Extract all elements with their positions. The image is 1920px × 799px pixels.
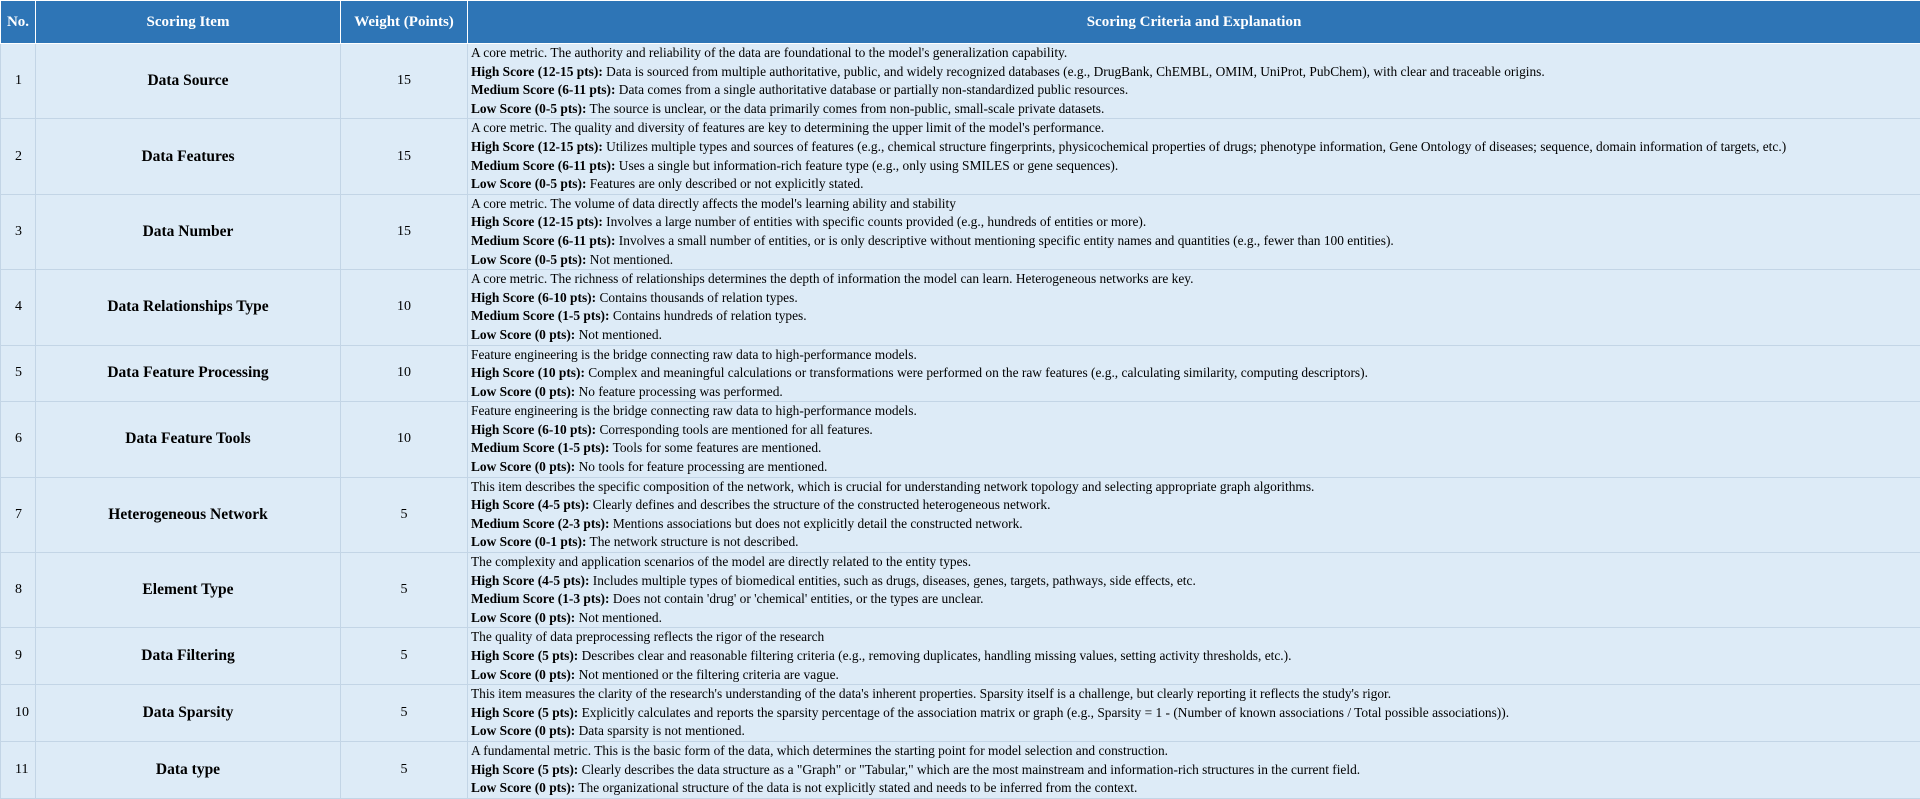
scoring-item: Data Filtering — [36, 628, 341, 685]
row-number: 6 — [1, 402, 36, 477]
score-label: Low Score (0 pts): — [471, 384, 575, 399]
criteria-text: The network structure is not described. — [586, 534, 798, 549]
criteria-line — [471, 383, 1920, 402]
criteria-line — [471, 270, 1920, 289]
score-label: Low Score (0-5 pts): — [471, 101, 586, 116]
criteria-text: Not mentioned or the filtering criteria are vague. — [575, 667, 839, 682]
criteria-text: Clearly describes the data structure as a "Graph" or "Tabular," which are the most mainstream and information-rich structures in the current field. — [578, 762, 1360, 777]
criteria-line — [471, 364, 1920, 383]
criteria-line — [471, 63, 1920, 82]
score-label: Low Score (0 pts): — [471, 723, 575, 738]
criteria-text: Uses a single but information-rich feature type (e.g., only using SMILES or gene sequences). — [615, 158, 1118, 173]
weight-points: 10 — [341, 345, 468, 402]
table-row — [1, 685, 1920, 742]
header-weight: Weight (Points) — [341, 1, 468, 44]
criteria-text: A core metric. The quality and diversity of features are key to determining the upper limit of the model's performance. — [471, 120, 1104, 135]
score-label: High Score (4-5 pts): — [471, 497, 589, 512]
weight-points: 10 — [341, 270, 468, 345]
criteria-line — [471, 119, 1920, 138]
score-label: High Score (12-15 pts): — [471, 64, 603, 79]
criteria-line — [471, 572, 1920, 591]
table-row — [1, 553, 1920, 628]
scoring-criteria — [468, 44, 1920, 119]
criteria-line — [471, 289, 1920, 308]
criteria-line — [471, 647, 1920, 666]
row-number: 11 — [1, 741, 36, 798]
criteria-line — [471, 175, 1920, 194]
score-label: High Score (12-15 pts): — [471, 214, 603, 229]
row-number: 4 — [1, 270, 36, 345]
criteria-line — [471, 704, 1920, 723]
score-label: High Score (4-5 pts): — [471, 573, 589, 588]
row-number: 5 — [1, 345, 36, 402]
weight-points: 5 — [341, 477, 468, 552]
score-label: High Score (10 pts): — [471, 365, 585, 380]
scoring-criteria — [468, 553, 1920, 628]
criteria-text: Not mentioned. — [575, 327, 662, 342]
table-row — [1, 741, 1920, 798]
criteria-text: Not mentioned. — [586, 252, 673, 267]
scoring-criteria — [468, 194, 1920, 269]
score-label: High Score (5 pts): — [471, 762, 578, 777]
score-label: Medium Score (1-5 pts): — [471, 308, 609, 323]
criteria-line — [471, 157, 1920, 176]
criteria-line — [471, 439, 1920, 458]
header-no: No. — [1, 1, 36, 44]
criteria-line — [471, 533, 1920, 552]
criteria-text: Includes multiple types of biomedical entities, such as drugs, diseases, genes, targets, pathways, side effects, etc. — [589, 573, 1195, 588]
scoring-criteria — [468, 402, 1920, 477]
criteria-text: Feature engineering is the bridge connecting raw data to high-performance models. — [471, 403, 917, 418]
score-label: Medium Score (1-3 pts): — [471, 591, 609, 606]
criteria-text: The source is unclear, or the data primarily comes from non-public, small-scale private datasets. — [586, 101, 1104, 116]
table-row — [1, 194, 1920, 269]
weight-points: 5 — [341, 685, 468, 742]
criteria-text: This item measures the clarity of the research's understanding of the data's inherent properties. Sparsity itself is a challenge, but clearly reporting it reflects the study's rigor. — [471, 686, 1391, 701]
criteria-line — [471, 496, 1920, 515]
criteria-text: A core metric. The richness of relationships determines the depth of information the model can learn. Heterogeneous networks are key. — [471, 271, 1193, 286]
criteria-line — [471, 742, 1920, 761]
scoring-item: Data Feature Processing — [36, 345, 341, 402]
weight-points: 5 — [341, 553, 468, 628]
scoring-item: Heterogeneous Network — [36, 477, 341, 552]
scoring-item: Data Relationships Type — [36, 270, 341, 345]
criteria-text: A fundamental metric. This is the basic form of the data, which determines the starting point for model selection and construction. — [471, 743, 1168, 758]
weight-points: 15 — [341, 194, 468, 269]
score-label: High Score (5 pts): — [471, 705, 578, 720]
score-label: High Score (5 pts): — [471, 648, 578, 663]
criteria-text: Contains hundreds of relation types. — [609, 308, 806, 323]
table-row — [1, 270, 1920, 345]
criteria-text: Contains thousands of relation types. — [596, 290, 798, 305]
criteria-line — [471, 346, 1920, 365]
row-number: 7 — [1, 477, 36, 552]
row-number: 10 — [1, 685, 36, 742]
score-label: Medium Score (1-5 pts): — [471, 440, 609, 455]
criteria-line — [471, 195, 1920, 214]
scoring-criteria — [468, 119, 1920, 194]
criteria-text: A core metric. The authority and reliability of the data are foundational to the model's generalization capability. — [471, 45, 1067, 60]
criteria-text: Describes clear and reasonable filtering criteria (e.g., removing duplicates, handling missing values, setting activity thresholds, etc.). — [578, 648, 1291, 663]
table-row — [1, 44, 1920, 119]
row-number: 3 — [1, 194, 36, 269]
criteria-text: No tools for feature processing are mentioned. — [575, 459, 827, 474]
criteria-text: Does not contain 'drug' or 'chemical' entities, or the types are unclear. — [609, 591, 983, 606]
criteria-text: Feature engineering is the bridge connecting raw data to high-performance models. — [471, 347, 917, 362]
criteria-text: The quality of data preprocessing reflects the rigor of the research — [471, 629, 824, 644]
score-label: Medium Score (6-11 pts): — [471, 158, 615, 173]
criteria-line — [471, 81, 1920, 100]
score-label: Low Score (0 pts): — [471, 610, 575, 625]
criteria-line — [471, 307, 1920, 326]
criteria-line — [471, 213, 1920, 232]
criteria-line — [471, 666, 1920, 685]
header-scoring-item: Scoring Item — [36, 1, 341, 44]
row-number: 9 — [1, 628, 36, 685]
scoring-item: Data Source — [36, 44, 341, 119]
score-label: Low Score (0 pts): — [471, 459, 575, 474]
score-label: Medium Score (2-3 pts): — [471, 516, 609, 531]
scoring-criteria — [468, 685, 1920, 742]
criteria-text: Corresponding tools are mentioned for all features. — [596, 422, 873, 437]
score-label: High Score (12-15 pts): — [471, 139, 603, 154]
score-label: Low Score (0-5 pts): — [471, 252, 586, 267]
criteria-text: Involves a small number of entities, or is only descriptive without mentioning specific entity names and quantities (e.g., fewer than 100 entities). — [615, 233, 1393, 248]
criteria-line — [471, 609, 1920, 628]
weight-points: 5 — [341, 741, 468, 798]
score-label: Low Score (0 pts): — [471, 780, 575, 795]
criteria-text: This item describes the specific composition of the network, which is crucial for understanding network topology and selecting appropriate graph algorithms. — [471, 479, 1314, 494]
score-label: Low Score (0-5 pts): — [471, 176, 586, 191]
scoring-item: Data Sparsity — [36, 685, 341, 742]
criteria-line — [471, 553, 1920, 572]
header-criteria: Scoring Criteria and Explanation — [468, 1, 1920, 44]
weight-points: 5 — [341, 628, 468, 685]
weight-points: 15 — [341, 119, 468, 194]
criteria-text: Not mentioned. — [575, 610, 662, 625]
criteria-line — [471, 761, 1920, 780]
score-label: High Score (6-10 pts): — [471, 422, 596, 437]
scoring-criteria — [468, 270, 1920, 345]
table-row — [1, 628, 1920, 685]
scoring-item: Element Type — [36, 553, 341, 628]
weight-points: 10 — [341, 402, 468, 477]
row-number: 8 — [1, 553, 36, 628]
scoring-item: Data type — [36, 741, 341, 798]
score-label: Low Score (0-1 pts): — [471, 534, 586, 549]
criteria-text: Complex and meaningful calculations or transformations were performed on the raw features (e.g., calculating similarity, computing descriptors). — [585, 365, 1368, 380]
criteria-text: The complexity and application scenarios of the model are directly related to the entity types. — [471, 554, 971, 569]
criteria-text: The organizational structure of the data is not explicitly stated and needs to be inferred from the context. — [575, 780, 1137, 795]
criteria-line — [471, 685, 1920, 704]
criteria-line — [471, 421, 1920, 440]
scoring-criteria — [468, 345, 1920, 402]
scoring-item: Data Feature Tools — [36, 402, 341, 477]
header-row — [1, 1, 1920, 44]
criteria-text: Tools for some features are mentioned. — [609, 440, 821, 455]
criteria-text: Data is sourced from multiple authoritative, public, and widely recognized databases (e.g., DrugBank, ChEMBL, OMIM, UniProt, PubChem), with clear and traceable origins. — [603, 64, 1545, 79]
criteria-line — [471, 628, 1920, 647]
criteria-text: A core metric. The volume of data directly affects the model's learning ability and stability — [471, 196, 956, 211]
row-number: 1 — [1, 44, 36, 119]
criteria-line — [471, 251, 1920, 270]
criteria-line — [471, 779, 1920, 798]
table-body — [1, 44, 1920, 799]
score-label: Medium Score (6-11 pts): — [471, 82, 615, 97]
criteria-text: Features are only described or not explicitly stated. — [586, 176, 863, 191]
scoring-item: Data Number — [36, 194, 341, 269]
weight-points: 15 — [341, 44, 468, 119]
score-label: Low Score (0 pts): — [471, 667, 575, 682]
criteria-line — [471, 232, 1920, 251]
table-row — [1, 345, 1920, 402]
criteria-line — [471, 590, 1920, 609]
criteria-line — [471, 138, 1920, 157]
criteria-text: Clearly defines and describes the structure of the constructed heterogeneous network. — [589, 497, 1050, 512]
table-row — [1, 119, 1920, 194]
criteria-text: Involves a large number of entities with specific counts provided (e.g., hundreds of entities or more). — [603, 214, 1146, 229]
criteria-line — [471, 100, 1920, 119]
scoring-item: Data Features — [36, 119, 341, 194]
row-number: 2 — [1, 119, 36, 194]
criteria-line — [471, 458, 1920, 477]
table-row — [1, 402, 1920, 477]
criteria-text: Explicitly calculates and reports the sparsity percentage of the association matrix or graph (e.g., Sparsity = 1 - (Number of known associations / Total possible associations)). — [578, 705, 1509, 720]
criteria-text: Data comes from a single authoritative database or partially non-standardized public resources. — [615, 82, 1128, 97]
table-row — [1, 477, 1920, 552]
score-label: High Score (6-10 pts): — [471, 290, 596, 305]
criteria-line — [471, 44, 1920, 63]
criteria-text: Utilizes multiple types and sources of features (e.g., chemical structure fingerprints, physicochemical properties of drugs; phenotype information, Gene Ontology of diseases; sequence, domain information of targets, etc.) — [603, 139, 1786, 154]
scoring-criteria — [468, 741, 1920, 798]
score-label: Medium Score (6-11 pts): — [471, 233, 615, 248]
criteria-line — [471, 478, 1920, 497]
criteria-line — [471, 515, 1920, 534]
criteria-line — [471, 326, 1920, 345]
criteria-text: Data sparsity is not mentioned. — [575, 723, 745, 738]
scoring-criteria — [468, 628, 1920, 685]
scoring-criteria — [468, 477, 1920, 552]
criteria-line — [471, 402, 1920, 421]
criteria-text: Mentions associations but does not explicitly detail the constructed network. — [609, 516, 1022, 531]
criteria-line — [471, 722, 1920, 741]
score-label: Low Score (0 pts): — [471, 327, 575, 342]
criteria-text: No feature processing was performed. — [575, 384, 782, 399]
